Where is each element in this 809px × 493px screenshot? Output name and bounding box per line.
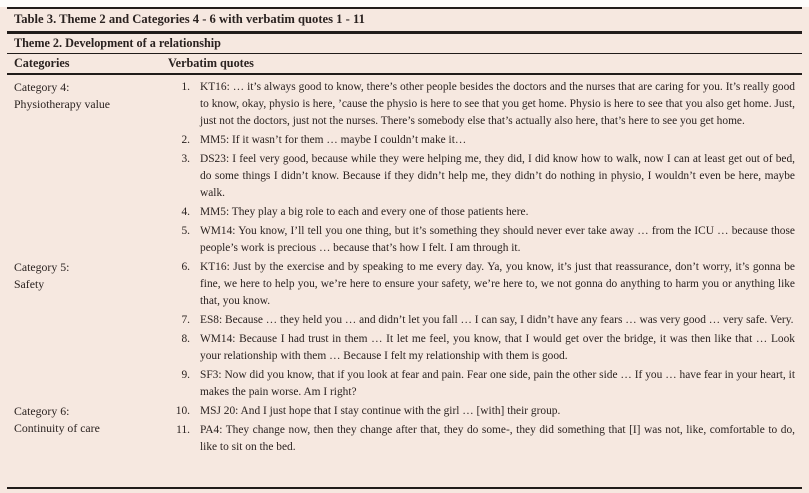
table-3 [0, 7, 809, 493]
table-body [0, 75, 809, 487]
quote-item-4 [168, 204, 795, 221]
quotes-cell [168, 259, 795, 403]
category-cell [14, 79, 168, 259]
quote-text: WM14: You know, I’ll tell you one thing, but it’s something they should never ever take away … from the ICU … because those people’s work is precious … because that’s how I felt. I am through it. [200, 225, 795, 254]
quote-text: KT16: Just by the exercise and by speaking to me every day. Ya, you know, it’s just that reassurance, don’t worry, it’s gonna be fine, we here to help you, we’re here to ensure your safety, we’re here to, we not gonna do anything to harm you or anything like that, you know. [200, 261, 795, 307]
quote-number: 2. [181, 134, 190, 146]
quote-item-7 [168, 312, 795, 329]
category-cell [14, 403, 168, 458]
quote-number: 7. [181, 314, 190, 326]
quote-number: 4. [181, 206, 190, 218]
quote-number: 1. [181, 81, 190, 93]
quote-item-6 [168, 259, 795, 310]
quote-number: 10. [175, 405, 190, 417]
category-cell [14, 259, 168, 403]
quote-item-5 [168, 223, 795, 257]
quote-number: 11. [176, 424, 190, 436]
quote-item-9 [168, 367, 795, 401]
quote-text: DS23: I feel very good, because while they were helping me, they did, I did know how to walk, now I can at least get out of bed, do some things I didn’t know. Because if they didn’t help me, they didn’t do nothing in physio, I wouldn’t even be here, maybe walk. [200, 153, 795, 199]
quote-text: KT16: … it’s always good to know, there’s other people besides the doctors and the nurses that are caring for you. It’s really good to know, okay, physio is here, ’cause the physio is here to see that you get home. Physio is here to see that you also get home. Just, just not the doctors, just not the nurses. There’s somebody else that’s actually also here, that’s here to see you get home. [200, 81, 795, 127]
horizontal-rule-bottom [7, 487, 802, 489]
quote-number: 5. [181, 225, 190, 237]
category-label: Category 6: [14, 404, 70, 418]
column-header-categories: Categories [14, 56, 70, 70]
quote-item-10 [168, 403, 795, 420]
quote-text: WM14: Because I had trust in them … It let me feel, you know, that I would get over the bridge, it was then like that … Look your relationship with them … Because I felt my relationship with them is good. [200, 333, 795, 362]
quote-text: MM5: If it wasn’t for them … maybe I couldn’t make it… [200, 134, 467, 146]
quote-text: ES8: Because … they held you … and didn’t let you fall … I can say, I didn’t have any fears … was very good … very safe. Very. [200, 314, 794, 326]
quote-item-1 [168, 79, 795, 130]
category-name: Continuity of care [14, 421, 100, 435]
quotes-cell [168, 79, 795, 259]
quote-number: 3. [181, 153, 190, 165]
category-name: Safety [14, 277, 45, 291]
quote-item-2 [168, 132, 795, 149]
table-row-category-5 [14, 259, 795, 403]
quote-text: PA4: They change now, then they change after that, they do some-, they did something that [I] was not, like, comfortable to do, like to sit on the bed. [200, 424, 795, 453]
table-title: Table 3. Theme 2 and Categories 4 - 6 with verbatim quotes 1 - 11 [14, 12, 365, 26]
quote-item-8 [168, 331, 795, 365]
column-header-row [0, 54, 809, 73]
quote-number: 6. [181, 261, 190, 273]
category-label: Category 5: [14, 260, 70, 274]
quote-text: SF3: Now did you know, that if you look at fear and pain. Fear one side, pain the other side … If you … have fear in your heart, it makes the pain worse. Am I right? [200, 369, 795, 398]
quote-text: MSJ 20: And I just hope that I stay continue with the girl … [with] their group. [200, 405, 561, 417]
table-row-category-6 [14, 403, 795, 458]
quote-text: MM5: They play a big role to each and every one of those patients here. [200, 206, 529, 218]
quote-number: 8. [181, 333, 190, 345]
theme-header: Theme 2. Development of a relationship [14, 36, 221, 50]
quotes-cell [168, 403, 795, 458]
quote-number: 9. [181, 369, 190, 381]
table-row-category-4 [14, 79, 795, 259]
column-header-verbatim-quotes: Verbatim quotes [168, 56, 254, 70]
quote-item-3 [168, 151, 795, 202]
category-label: Category 4: [14, 80, 70, 94]
category-name: Physiotherapy value [14, 97, 110, 111]
quote-item-11 [168, 422, 795, 456]
